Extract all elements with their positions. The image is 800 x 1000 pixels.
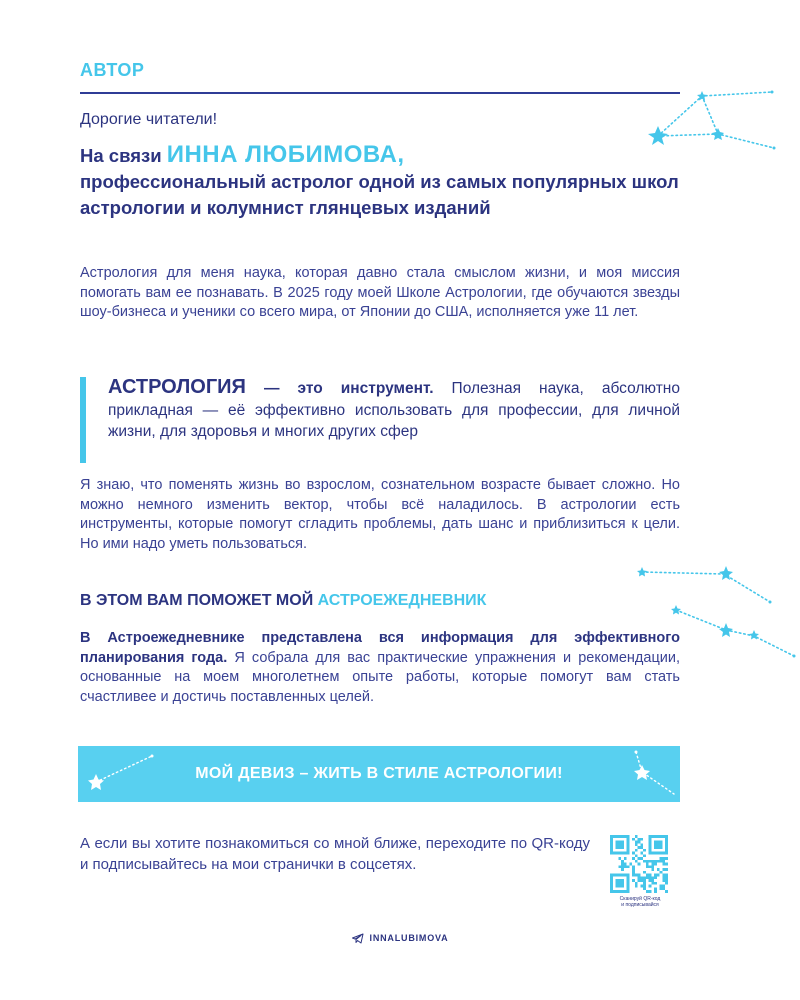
motto-banner <box>78 746 680 802</box>
qr-module <box>662 863 665 866</box>
qr-caption-line2: и подписывайся <box>621 902 659 908</box>
motto-text: МОЙ ДЕВИЗ – ЖИТЬ В СТИЛЕ АСТРОЛОГИИ! <box>195 765 563 782</box>
qr-module <box>662 857 665 860</box>
qr-module <box>665 890 668 893</box>
quote-bold: — это инструмент. <box>245 380 434 397</box>
qr-module <box>640 857 643 860</box>
qr-module <box>651 860 654 863</box>
qr-module <box>660 871 663 874</box>
qr-module <box>618 857 621 860</box>
qr-module <box>646 890 649 893</box>
telegram-icon <box>352 933 364 944</box>
qr-module <box>657 860 660 863</box>
qr-module <box>632 857 635 860</box>
qr-module <box>638 846 641 849</box>
quote-text: Полезная наука, абсолютно прикладная — её эффективно использовать для профессии, для личной жизни, для здоровья и многих других сфер <box>108 380 680 440</box>
title-divider <box>80 92 680 94</box>
qr-module <box>654 876 657 879</box>
qr-module <box>638 879 641 882</box>
qr-module <box>649 890 652 893</box>
qr-module <box>643 879 646 882</box>
astrodiary-text: Я собрала для вас практические упражнения и рекомендации, основанные на моем многолетнем опыте работы, которые помогут вам стать счастливее и достичь поставленных целей. <box>80 649 680 705</box>
qr-module <box>651 876 654 879</box>
qr-module <box>643 854 646 857</box>
qr-module <box>643 882 646 885</box>
qr-module <box>662 879 665 882</box>
qr-module <box>657 868 660 871</box>
qr-module <box>640 852 643 855</box>
qr-module <box>660 885 663 888</box>
qr-module <box>657 874 660 877</box>
qr-code[interactable] <box>604 835 674 893</box>
qr-module <box>629 863 632 866</box>
qr-module <box>624 863 627 866</box>
qr-module <box>651 882 654 885</box>
qr-module <box>616 879 624 887</box>
qr-module <box>662 860 665 863</box>
qr-module <box>638 876 641 879</box>
qr-module <box>665 876 668 879</box>
qr-module <box>640 876 643 879</box>
qr-module <box>662 885 665 888</box>
qr-module <box>643 860 646 863</box>
qr-module <box>654 882 657 885</box>
qr-module <box>627 865 630 868</box>
qr-module <box>632 874 635 877</box>
author-name: ИННА ЛЮБИМОВА, <box>166 141 405 168</box>
qr-module <box>643 885 646 888</box>
qr-module <box>640 885 643 888</box>
qr-module <box>635 874 638 877</box>
qr-module <box>632 879 635 882</box>
qr-module <box>651 868 654 871</box>
qr-module <box>632 838 635 841</box>
qr-module <box>635 841 638 844</box>
qr-module <box>624 857 627 860</box>
star-constellation-icon <box>608 748 680 798</box>
astrodiary-heading <box>80 592 486 610</box>
section-title: АВТОР <box>80 60 145 80</box>
qr-module <box>662 887 665 890</box>
sub-heading-accent: АСТРОЕЖЕДНЕВНИК <box>317 592 487 609</box>
qr-module <box>621 860 624 863</box>
qr-module <box>643 849 646 852</box>
qr-module <box>638 874 641 877</box>
qr-module <box>654 841 662 849</box>
qr-module <box>660 860 663 863</box>
paragraph-changing-life: Я знаю, что поменять жизнь во взрослом, сознательном возрасте бывает сложно. Но можно немного изменить вектор, чтобы всё наладилось. В астрологии есть инструменты, которые помогут сгладить проблемы, дать шанс и приблизиться к цели. Но ими надо уметь пользоваться. <box>80 477 680 552</box>
paragraph-social: А если вы хотите познакомиться со мной ближе, переходите по QR-коду и подписывайтесь на мои странички в соцсетях. <box>80 835 590 873</box>
qr-module <box>621 865 624 868</box>
qr-module <box>654 863 657 866</box>
qr-module <box>635 860 638 863</box>
qr-module <box>646 865 649 868</box>
qr-module <box>651 865 654 868</box>
qr-module <box>660 857 663 860</box>
qr-caption-line1: Сканируй QR-код <box>619 896 661 902</box>
qr-module <box>646 876 649 879</box>
qr-module <box>649 879 652 882</box>
qr-module <box>651 879 654 882</box>
astrodiary-bold: В Астроежедневнике представлена вся информация для эффективного планирования года. <box>80 630 680 666</box>
qr-module <box>635 882 638 885</box>
qr-module <box>643 887 646 890</box>
qr-module <box>649 860 652 863</box>
qr-module <box>654 860 657 863</box>
paragraph-about-school: Астрология для меня наука, которая давно стала смыслом жизни, и моя миссия помогать вам ее познавать. В 2025 году моей Школе Астрологии, где обучаются звезды шоу-бизнеса и ученики со всего мира, от Японии до США, исполняется уже 11 лет. <box>80 265 680 320</box>
qr-module <box>638 863 641 866</box>
qr-module <box>662 874 665 877</box>
qr-module <box>635 835 638 838</box>
footer-handle: INNALUBIMOVA <box>369 933 449 943</box>
qr-module <box>649 876 652 879</box>
qr-module <box>646 860 649 863</box>
qr-module <box>640 879 643 882</box>
intro-description: профессиональный астролог одной из самых популярных школ астрологии и колумнист глянцевых изданий <box>80 171 679 218</box>
qr-module <box>640 843 643 846</box>
qr-module <box>654 874 657 877</box>
qr-module <box>654 890 657 893</box>
greeting: Дорогие читатели! <box>80 111 218 128</box>
qr-module <box>649 874 652 877</box>
qr-module <box>643 876 646 879</box>
qr-module <box>616 841 624 849</box>
qr-module <box>665 874 668 877</box>
author-intro-heading <box>80 142 680 221</box>
qr-module <box>638 841 641 844</box>
qr-module <box>665 882 668 885</box>
qr-module <box>662 876 665 879</box>
qr-module <box>665 868 668 871</box>
qr-module <box>640 838 643 841</box>
paragraph-astrodiary <box>80 629 680 707</box>
qr-module <box>632 865 635 868</box>
qr-module <box>632 871 635 874</box>
qr-module <box>654 887 657 890</box>
qr-module <box>632 852 635 855</box>
quote-keyword: АСТРОЛОГИЯ <box>108 376 246 398</box>
qr-module <box>635 885 638 888</box>
qr-module <box>624 865 627 868</box>
qr-module <box>640 846 643 849</box>
qr-module <box>638 838 641 841</box>
qr-module <box>646 863 649 866</box>
qr-module <box>665 857 668 860</box>
qr-module <box>651 863 654 866</box>
qr-module <box>635 854 638 857</box>
astrology-quote-block <box>80 377 680 463</box>
qr-module <box>662 868 665 871</box>
qr-module <box>621 863 624 866</box>
intro-prefix: На связи <box>80 145 167 166</box>
qr-module <box>635 843 638 846</box>
qr-module <box>649 865 652 868</box>
qr-module <box>649 885 652 888</box>
sub-heading-main: В ЭТОМ ВАМ ПОМОЖЕТ МОЙ <box>80 592 318 609</box>
qr-module <box>638 857 641 860</box>
qr-module <box>643 871 646 874</box>
qr-module <box>665 879 668 882</box>
qr-module <box>618 865 621 868</box>
qr-module <box>621 868 624 871</box>
qr-module <box>646 874 649 877</box>
qr-module <box>635 849 638 852</box>
qr-module <box>660 887 663 890</box>
footer-social-link[interactable] <box>320 931 480 945</box>
qr-module <box>632 868 635 871</box>
qr-caption <box>600 896 680 908</box>
qr-module <box>665 863 668 866</box>
